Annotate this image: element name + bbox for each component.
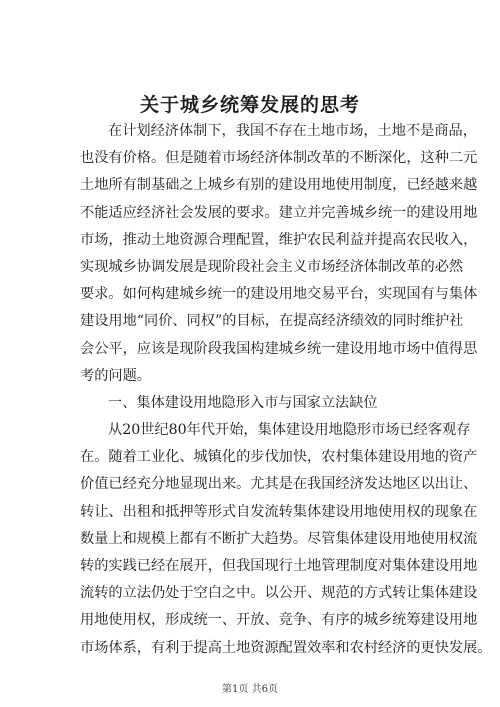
paragraph-line: 也没有价格。但是随着市场经济体制改革的不断深化，这种二元	[80, 150, 478, 167]
paragraph-line: 要求。如何构建城乡统一的建设用地交易平台，实现国有与集体	[80, 286, 478, 303]
paragraph-line: 市场体系，有利于提高土地资源配置效率和农村经济的更快发展。	[80, 639, 492, 656]
paragraph-line: 流转的立法仍处于空白之中。以公开、规范的方式转让集体建设	[80, 585, 478, 602]
paragraph-line: 土地所有制基础之上城乡有别的建设用地使用制度，已经越来越	[80, 177, 478, 194]
page-footer: 第1页 共6页	[222, 684, 278, 695]
paragraph-line: 会公平，应该是现阶段我国构建城乡统一建设用地市场中值得思	[80, 340, 478, 357]
paragraph-line: 从20世纪80年代开始，集体建设用地隐形市场已经客观存	[108, 422, 471, 439]
paragraph-line: 数量上和规模上都有不断扩大趋势。尽管集体建设用地使用权流	[80, 530, 478, 547]
paragraph-line: 在。随着工业化、城镇化的步伐加快，农村集体建设用地的资产	[80, 449, 478, 466]
document-body	[80, 118, 492, 662]
paragraph-line: 转让、出租和抵押等形式自发流转集体建设用地使用权的现象在	[80, 503, 478, 520]
paragraph-line: 市场，推动土地资源合理配置，维护农民利益并提高农民收入，	[80, 231, 478, 248]
paragraph-line: 建设用地“同价、同权”的目标，在提高经济绩效的同时维护社	[80, 313, 464, 330]
paragraph-line: 用地使用权，形成统一、开放、竞争、有序的城乡统筹建设用地	[80, 612, 478, 629]
paragraph-line: 转的实践已经在展开，但我国现行土地管理制度对集体建设用地	[80, 558, 478, 574]
paragraph-line: 在计划经济体制下，我国不存在土地市场，土地不是商品，	[108, 123, 477, 139]
section-heading: 一、集体建设用地隐形入市与国家立法缺位	[108, 394, 378, 411]
paragraph-line: 价值已经充分地显现出来。尤其是在我国经济发达地区以出让、	[80, 476, 478, 493]
paragraph-line: 考的问题。	[80, 367, 151, 384]
paragraph-line: 实现城乡协调发展是现阶段社会主义市场经济体制改革的必然	[80, 258, 464, 275]
page-title: 关于城乡统筹发展的思考	[139, 94, 360, 116]
paragraph-line: 不能适应经济社会发展的要求。建立并完善城乡统一的建设用地	[80, 204, 478, 221]
